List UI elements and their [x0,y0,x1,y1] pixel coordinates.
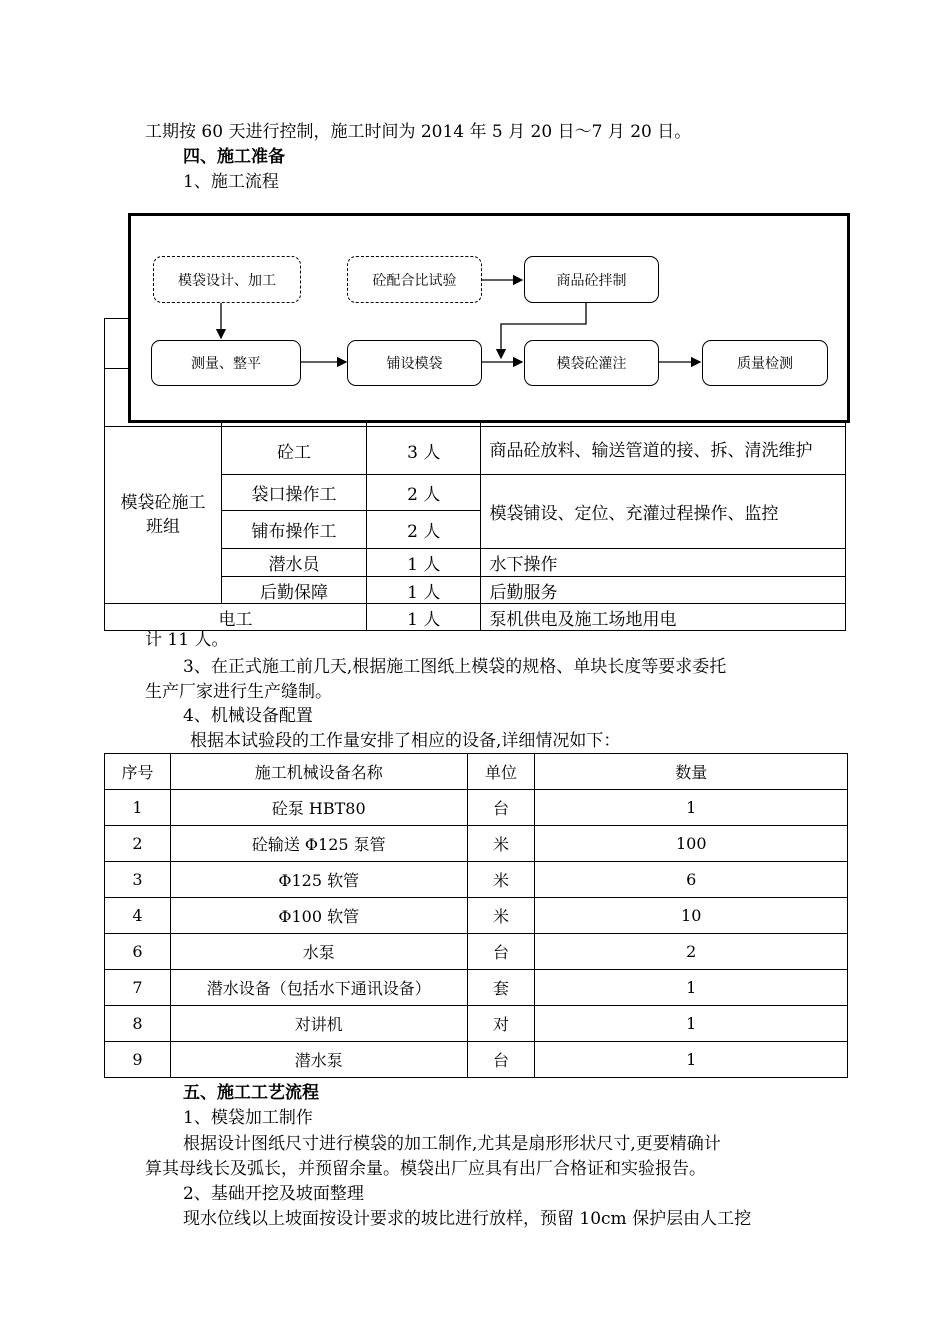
equipment-cell: 2 [105,826,171,862]
equipment-row [105,970,848,1006]
staff-role-cell: 后勤保障 [222,577,367,604]
equipment-row [105,1042,848,1078]
equipment-cell: 米 [467,862,535,898]
equipment-cell: 潜水设备（包括水下通讯设备） [170,970,467,1006]
s5-step-1-heading: 1、模袋加工制作 [183,1108,313,1128]
equipment-cell: 8 [105,1006,171,1042]
staff-role-cell: 砼工 [222,427,367,475]
equipment-header-cell: 序号 [105,754,171,790]
flowchart [128,213,850,423]
equipment-row [105,1006,848,1042]
node-qc: 质量检测 [702,340,828,386]
node-pour: 模袋砼灌注 [524,340,659,386]
equipment-row [105,934,848,970]
equipment-header-cell: 单位 [467,754,535,790]
staff-count-cell: 1 人 [367,577,481,604]
staff-duty-cell: 后勤服务 [481,577,846,604]
staff-role-cell-electrician: 电工 [105,604,367,631]
equipment-cell: 砼泵 HBT80 [170,790,467,826]
staff-count-cell: 1 人 [367,604,481,631]
s5-para-1-line-1: 根据设计图纸尺寸进行模袋的加工制作,尤其是扇形形状尺寸,更要精确计 [183,1134,721,1154]
equipment-cell: 10 [535,898,848,934]
equipment-cell: 6 [105,934,171,970]
staff-group-name: 模袋砼施工班组 [120,493,206,537]
node-survey: 测量、整平 [151,340,301,386]
staff-duty-cell: 泵机供电及施工场地用电 [481,604,846,631]
equipment-cell: 4 [105,898,171,934]
staff-role-cell: 潜水员 [222,549,367,577]
equipment-cell: 砼输送 Φ125 泵管 [170,826,467,862]
equipment-cell: 1 [535,790,848,826]
equipment-cell: 对 [467,1006,535,1042]
equipment-header-cell: 施工机械设备名称 [170,754,467,790]
equipment-cell: 台 [467,1042,535,1078]
equipment-row [105,898,848,934]
staff-count-cell: 1 人 [367,549,481,577]
equipment-cell: 9 [105,1042,171,1078]
equipment-cell: 3 [105,862,171,898]
equipment-cell: 100 [535,826,848,862]
section-5-heading: 五、施工工艺流程 [183,1083,319,1103]
step-4-heading: 4、机械设备配置 [183,706,313,726]
equipment-row [105,790,848,826]
schedule-text: 工期按 60 天进行控制，施工时间为 2014 年 5 月 20 日～7 月 20 日。 [145,122,692,142]
staff-duty-text: 商品砼放料、输送管道的接、拆、清洗维护 [489,440,813,461]
equipment-cell: 对讲机 [170,1006,467,1042]
equipment-cell: Φ125 软管 [170,862,467,898]
equipment-cell: 台 [467,790,535,826]
section-4-heading: 四、施工准备 [183,147,285,167]
equipment-cell: 米 [467,826,535,862]
equipment-header-cell: 数量 [535,754,848,790]
staff-count-cell: 2 人 [367,475,481,511]
equipment-cell: 7 [105,970,171,1006]
equipment-row [105,862,848,898]
node-lay: 铺设模袋 [347,340,482,386]
equipment-cell: Φ100 软管 [170,898,467,934]
equipment-cell: 套 [467,970,535,1006]
equipment-cell: 6 [535,862,848,898]
equipment-cell: 2 [535,934,848,970]
staff-group-cell [105,427,222,604]
step-3-line-1: 3、在正式施工前几天,根据施工图纸上模袋的规格、单块长度等要求委托 [183,657,727,677]
step-1-heading: 1、施工流程 [183,172,279,192]
equipment-cell: 1 [535,1006,848,1042]
staff-duty-cell: 水下操作 [481,549,846,577]
equipment-table [104,753,848,1078]
node-mixing: 商品砼拌制 [524,256,659,303]
s5-step-2-heading: 2、基础开挖及坡面整理 [183,1184,364,1204]
equipment-cell: 1 [105,790,171,826]
equipment-header-row [105,754,848,790]
equip-intro-text: 根据本试验段的工作量安排了相应的设备,详细情况如下： [190,731,621,751]
flowchart-connectors [131,216,847,420]
equipment-cell: 台 [467,934,535,970]
node-mix-test: 砼配合比试验 [347,256,482,303]
staff-role-cell: 袋口操作工 [222,475,367,511]
equipment-cell: 米 [467,898,535,934]
equipment-cell: 1 [535,970,848,1006]
equipment-cell: 水泵 [170,934,467,970]
staff-duty-cell [481,427,846,475]
s5-para-1-line-2: 算其母线长及弧长，并预留余量。模袋出厂应具有出厂合格证和实验报告。 [145,1159,706,1179]
node-design: 模袋设计、加工 [153,256,301,303]
step-3-line-2: 生产厂家进行生产缝制。 [145,682,332,702]
equipment-cell: 1 [535,1042,848,1078]
staff-count-cell: 3 人 [367,427,481,475]
staff-shared-duty-cell: 模袋铺设、定位、充灌过程操作、监控 [481,475,846,549]
s5-para-2-line-1: 现水位线以上坡面按设计要求的坡比进行放样，预留 10cm 保护层由人工挖 [183,1209,752,1229]
equipment-row [105,826,848,862]
staff-role-cell: 铺布操作工 [222,511,367,549]
staff-count-cell: 2 人 [367,511,481,549]
total-staff-text: 计 11 人。 [145,630,229,650]
equipment-cell: 潜水泵 [170,1042,467,1078]
